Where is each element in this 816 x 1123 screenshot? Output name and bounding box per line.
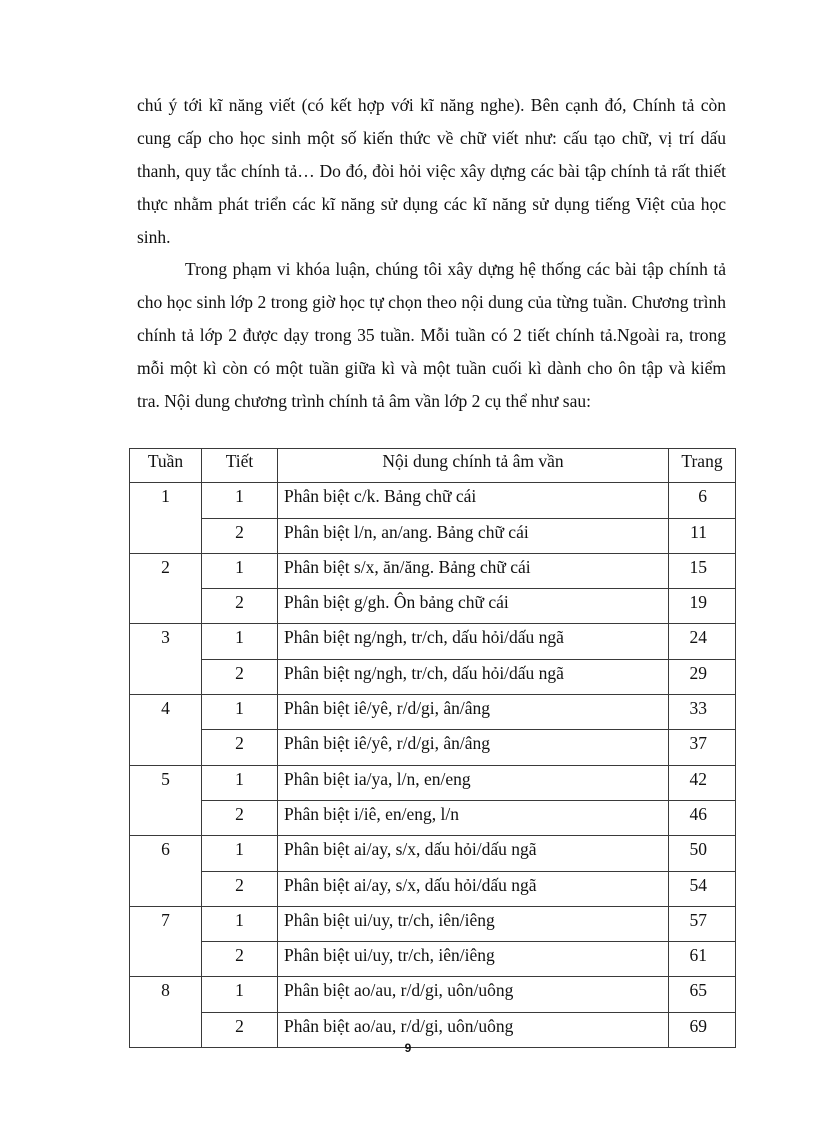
table-row [130,589,736,624]
cell-content: Phân biệt iê/yê, r/d/gi, ân/âng [278,730,669,765]
cell-week: 5 [130,765,202,836]
cell-week: 6 [130,836,202,907]
table-body [130,483,736,1048]
cell-content: Phân biệt g/gh. Ôn bảng chữ cái [278,589,669,624]
table-row [130,624,736,659]
table-row [130,518,736,553]
cell-content: Phân biệt ia/ya, l/n, en/eng [278,765,669,800]
cell-content: Phân biệt ao/au, r/d/gi, uôn/uông [278,977,669,1012]
cell-week: 2 [130,553,202,624]
cell-period: 1 [202,765,278,800]
table-row [130,800,736,835]
cell-content: Phân biệt iê/yê, r/d/gi, ân/âng [278,695,669,730]
cell-period: 2 [202,871,278,906]
cell-period: 2 [202,659,278,694]
table-row [130,977,736,1012]
cell-week: 8 [130,977,202,1048]
cell-period: 1 [202,695,278,730]
table-row [130,553,736,588]
cell-page: 37 [669,730,736,765]
cell-content: Phân biệt i/iê, en/eng, l/n [278,800,669,835]
cell-content: Phân biệt ai/ay, s/x, dấu hỏi/dấu ngã [278,871,669,906]
cell-period: 2 [202,800,278,835]
cell-page: 11 [669,518,736,553]
header-page: Trang [669,449,736,483]
table-row [130,483,736,518]
cell-page: 61 [669,942,736,977]
cell-content: Phân biệt ai/ay, s/x, dấu hỏi/dấu ngã [278,836,669,871]
page-number: 9 [404,1041,412,1055]
cell-page: 57 [669,906,736,941]
cell-period: 2 [202,1012,278,1047]
cell-week: 1 [130,483,202,554]
cell-page: 29 [669,659,736,694]
cell-page: 24 [669,624,736,659]
table-row [130,730,736,765]
cell-content: Phân biệt ui/uy, tr/ch, iên/iêng [278,942,669,977]
cell-content: Phân biệt ao/au, r/d/gi, uôn/uông [278,1012,669,1047]
cell-period: 1 [202,977,278,1012]
cell-page: 33 [669,695,736,730]
cell-week: 3 [130,624,202,695]
table-row [130,871,736,906]
cell-period: 2 [202,589,278,624]
cell-content: Phân biệt c/k. Bảng chữ cái [278,483,669,518]
cell-period: 1 [202,624,278,659]
cell-page: 46 [669,800,736,835]
table-row [130,942,736,977]
cell-page: 42 [669,765,736,800]
table-row [130,906,736,941]
spelling-curriculum-table [129,448,736,1048]
header-week: Tuần [130,449,202,483]
paragraph-intro: chú ý tới kĩ năng viết (có kết hợp với kĩ năng nghe). Bên cạnh đó, Chính tả còn cung cấp cho học sinh một số kiến thức về chữ viết như: cấu tạo chữ, vị trí dấu thanh, quy tắc chính tả… Do đó, đòi hỏi việc xây dựng các bài tập chính tả rất thiết thực nhằm phát triển các kĩ năng sử dụng các kĩ năng sử dụng tiếng Việt của học sinh. [137,95,726,247]
cell-week: 7 [130,906,202,977]
cell-content: Phân biệt ng/ngh, tr/ch, dấu hỏi/dấu ngã [278,659,669,694]
paragraph-scope: Trong phạm vi khóa luận, chúng tôi xây dựng hệ thống các bài tập chính tả cho học sinh lớp 2 trong giờ học tự chọn theo nội dung của từng tuần. Chương trình chính tả lớp 2 được dạy trong 35 tuần. Mỗi tuần có 2 tiết chính tả.Ngoài ra, trong mỗi một kì còn có một tuần giữa kì và một tuần cuối kì dành cho ôn tập và kiểm tra. Nội dung chương trình chính tả âm vần lớp 2 cụ thể như sau: [137,259,726,411]
cell-page: 15 [669,553,736,588]
header-period: Tiết [202,449,278,483]
cell-period: 2 [202,942,278,977]
cell-page: 50 [669,836,736,871]
cell-content: Phân biệt ui/uy, tr/ch, iên/iêng [278,906,669,941]
cell-period: 2 [202,518,278,553]
header-content: Nội dung chính tả âm vần [278,449,669,483]
cell-content: Phân biệt l/n, an/ang. Bảng chữ cái [278,518,669,553]
cell-period: 1 [202,836,278,871]
cell-page: 19 [669,589,736,624]
cell-page: 6 [669,483,736,518]
cell-page: 65 [669,977,736,1012]
cell-content: Phân biệt s/x, ăn/ăng. Bảng chữ cái [278,553,669,588]
cell-period: 1 [202,906,278,941]
cell-period: 1 [202,483,278,518]
table-row [130,765,736,800]
cell-week: 4 [130,695,202,766]
cell-content: Phân biệt ng/ngh, tr/ch, dấu hỏi/dấu ngã [278,624,669,659]
table-row [130,695,736,730]
table-row [130,659,736,694]
cell-period: 1 [202,553,278,588]
cell-page: 54 [669,871,736,906]
cell-period: 2 [202,730,278,765]
table-row [130,836,736,871]
cell-page: 69 [669,1012,736,1047]
table-header-row [130,449,736,483]
